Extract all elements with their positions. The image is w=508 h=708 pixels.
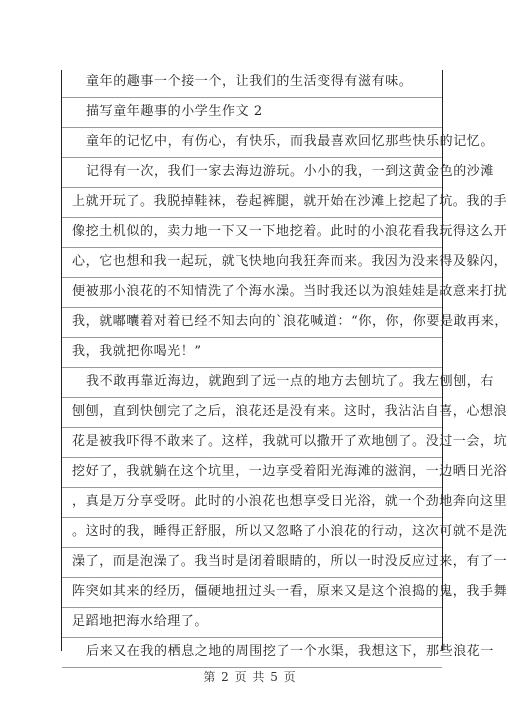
page-footer: 第 2 页 共 5 页 bbox=[203, 670, 297, 684]
text-line: 童年的记忆中，有伤心，有快乐，而我最喜欢回忆那些快乐的记忆。 bbox=[86, 134, 495, 149]
text-line: 我不敢再靠近海边，就跑到了远一点的地方去刨坑了。我左刨刨，右 bbox=[86, 374, 495, 389]
text-line: 童年的趣事一个接一个，让我们的生活变得有滋有味。 bbox=[86, 74, 413, 89]
essay-content-box bbox=[61, 70, 508, 659]
text-line: 记得有一次，我们一家去海边游玩。小小的我，一到这黄金色的沙滩 bbox=[86, 164, 495, 179]
text-line: 我，就嘟囔着对着已经不知去向的`浪花喊道：“你，你，你要是敢再来， bbox=[72, 314, 508, 329]
text-line: 便被那小浪花的不知情洗了个海水澡。当时我还以为浪娃娃是故意来打扰 bbox=[72, 284, 508, 299]
text-line: 像挖土机似的，卖力地一下又一下地挖着。此时的小浪花看我玩得这么开 bbox=[72, 224, 508, 239]
text-line: 花是被我吓得不敢来了。这样，我就可以撒开了欢地刨了。没过一会，坑 bbox=[72, 434, 508, 449]
text-line: 足蹈地把海水给理了。 bbox=[72, 614, 209, 629]
text-line: 心，它也想和我一起玩，就飞快地向我狂奔而来。我因为没来得及躲闪， bbox=[72, 254, 508, 269]
text-line: 描写童年趣事的小学生作文 2 bbox=[86, 104, 263, 119]
text-line: 挖好了，我就躺在这个坑里，一边享受着阳光海滩的滋润，一边晒日光浴 bbox=[72, 464, 508, 479]
text-line: 后来又在我的栖息之地的周围挖了一个水渠，我想这下，那些浪花一 bbox=[86, 644, 495, 659]
text-line: 澡了，而是泡澡了。我当时是闭着眼睛的，所以一时没反应过来，有了一 bbox=[72, 554, 508, 569]
text-line: 刨刨，直到快刨完了之后，浪花还是没有来。这时，我沾沾自喜，心想浪 bbox=[72, 404, 508, 419]
text-line: 阵突如其来的经历，僵硬地扭过头一看，原来又是这个浪捣的鬼，我手舞 bbox=[72, 584, 508, 599]
text-line: 。这时的我，睡得正舒服，所以又忽略了小浪花的行动，这次可就不是洗 bbox=[72, 524, 508, 539]
text-line: ，真是万分享受呀。此时的小浪花也想享受日光浴，就一个劲地奔向这里 bbox=[72, 494, 508, 509]
text-line: 上就开玩了。我脱掉鞋袜，卷起裤腿，就开始在沙滩上挖起了坑。我的手 bbox=[72, 194, 508, 209]
text-line: 我，我就把你喝光！” bbox=[72, 344, 202, 359]
